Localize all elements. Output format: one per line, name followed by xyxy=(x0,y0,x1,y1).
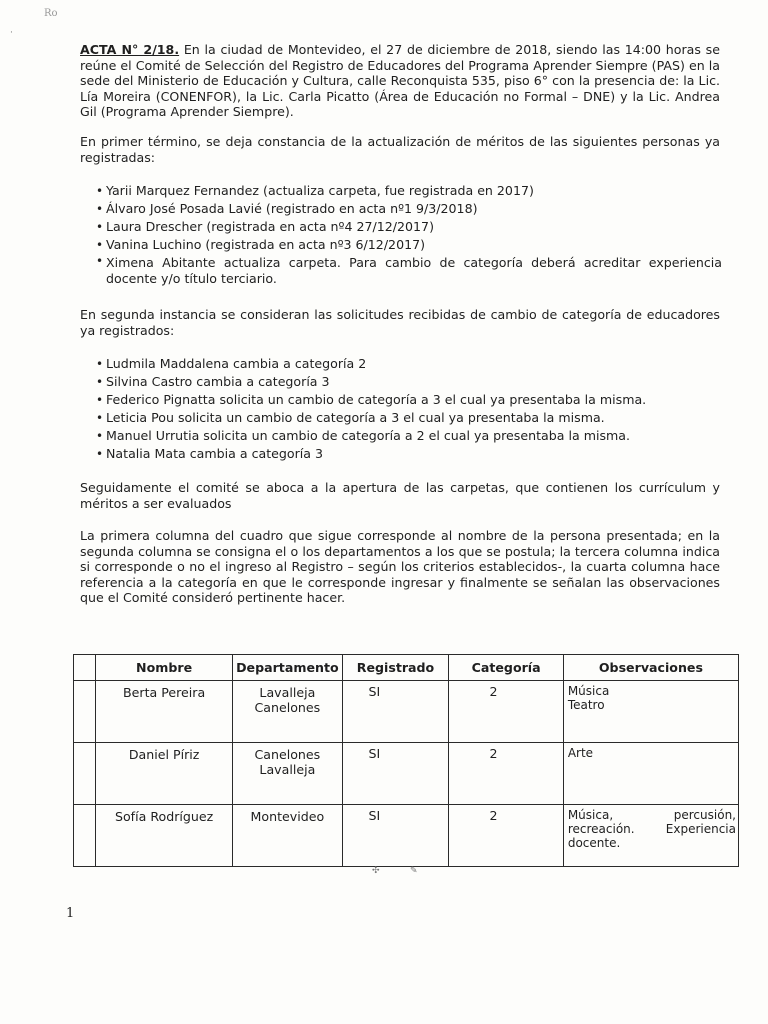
header-nombre: Nombre xyxy=(96,655,233,681)
scan-speck: ✎ xyxy=(410,866,418,876)
cell-registrado: SI xyxy=(342,805,449,867)
observaciones-line: Teatro xyxy=(567,698,605,712)
table-row xyxy=(74,805,739,867)
folders-paragraph: Seguidamente el comité se aboca a la apertura de las carpetas, que contienen los currículum y méritos a ser evaluados xyxy=(80,480,720,511)
cell-registrado: SI xyxy=(342,743,449,805)
updates-list xyxy=(96,182,722,286)
departamento-line: Lavalleja xyxy=(259,762,316,777)
scan-speck: ✣ xyxy=(372,866,380,876)
list-item: • Federico Pignatta solicita un cambio de categoría a 3 el cual ya presentaba la misma. xyxy=(96,391,722,409)
cell-departamento xyxy=(233,805,342,867)
cell-nombre: Berta Pereira xyxy=(96,681,233,743)
cell-categoria: 2 xyxy=(449,681,563,743)
blank-cell xyxy=(74,681,96,743)
intro-category-changes: En segunda instancia se consideran las solicitudes recibidas de cambio de categoría de educadores ya registrados: xyxy=(80,307,720,338)
list-item: • Leticia Pou solicita un cambio de categoría a 3 el cual ya presentaba la misma. xyxy=(96,409,722,427)
list-item: • Ximena Abitante actualiza carpeta. Para cambio de categoría deberá acreditar experiencia docente y/o título terciario. xyxy=(96,254,722,286)
departamento-line: Canelones xyxy=(254,700,321,715)
page-number: 1 xyxy=(66,906,75,921)
list-item: • Laura Drescher (registrada en acta nº4 27/12/2017) xyxy=(96,218,722,236)
header-departamento: Departamento xyxy=(233,655,342,681)
cell-departamento xyxy=(233,743,342,805)
departamento-line: Montevideo xyxy=(250,809,325,824)
intro-updates: En primer término, se deja constancia de la actualización de méritos de las siguientes personas ya registradas: xyxy=(80,134,720,165)
cell-categoria: 2 xyxy=(449,743,563,805)
cell-observaciones xyxy=(563,681,738,743)
cell-nombre: Sofía Rodríguez xyxy=(96,805,233,867)
acta-paragraph xyxy=(80,42,720,120)
header-observaciones: Observaciones xyxy=(563,655,738,681)
table-explanation: La primera columna del cuadro que sigue corresponde al nombre de la persona presentada; en la segunda columna se consigna el o los departamentos a los que se postula; la tercera columna indica si corresponde o no el ingreso al Registro – según los criterios establecidos-, la cuarta columna hace referencia a la categoría en que le corresponde ingresar y finalmente se señalan las observaciones que el Comité consideró pertinente hacer. xyxy=(80,528,720,605)
list-item: • Natalia Mata cambia a categoría 3 xyxy=(96,445,722,463)
cell-registrado: SI xyxy=(342,681,449,743)
acta-text: En la ciudad de Montevideo, el 27 de diciembre de 2018, siendo las 14:00 horas se reúne el Comité de Selección del Registro de Educadores del Programa Aprender Siempre (PAS) en la sede del Ministerio de Educación y Cultura, calle Reconquista 535, piso 6° con la presencia de: la Lic. Lía Moreira (CONENFOR), la Lic. Carla Picatto (Área de Educación no Formal – DNE) y la Lic. Andrea Gil (Programa Aprender Siempre). xyxy=(80,42,720,119)
departamento-line: Lavalleja xyxy=(259,685,316,700)
cell-observaciones xyxy=(563,743,738,805)
list-item: • Vanina Luchino (registrada en acta nº3 6/12/2017) xyxy=(96,236,722,254)
cell-categoria: 2 xyxy=(449,805,563,867)
acta-title: ACTA N° 2/18. xyxy=(80,42,180,57)
category-changes-list xyxy=(96,355,722,463)
cell-nombre: Daniel Píriz xyxy=(96,743,233,805)
observaciones-line: Arte xyxy=(567,746,594,760)
table-row xyxy=(74,681,739,743)
blank-cell xyxy=(74,805,96,867)
observaciones-line: Música xyxy=(567,684,610,698)
table-row xyxy=(74,743,739,805)
departamento-line: Canelones xyxy=(254,747,321,762)
header-registrado: Registrado xyxy=(342,655,449,681)
list-item: • Álvaro José Posada Lavié (registrado en acta nº1 9/3/2018) xyxy=(96,200,722,218)
cell-departamento xyxy=(233,681,342,743)
list-item: • Manuel Urrutia solicita un cambio de categoría a 2 el cual ya presentaba la misma. xyxy=(96,427,722,445)
list-item: • Silvina Castro cambia a categoría 3 xyxy=(96,373,722,391)
header-categoria: Categoría xyxy=(449,655,563,681)
applicants-table xyxy=(73,654,739,867)
corner-mark: Ro xyxy=(44,8,58,19)
list-item: • Yarii Marquez Fernandez (actualiza carpeta, fue registrada en 2017) xyxy=(96,182,722,200)
blank-cell xyxy=(74,743,96,805)
cell-observaciones: Música, percusión, recreación. Experiencia docente. xyxy=(563,805,738,867)
blank-header xyxy=(74,655,96,681)
scan-speck: · xyxy=(10,28,13,38)
table-header-row xyxy=(74,655,739,681)
list-item: • Ludmila Maddalena cambia a categoría 2 xyxy=(96,355,722,373)
